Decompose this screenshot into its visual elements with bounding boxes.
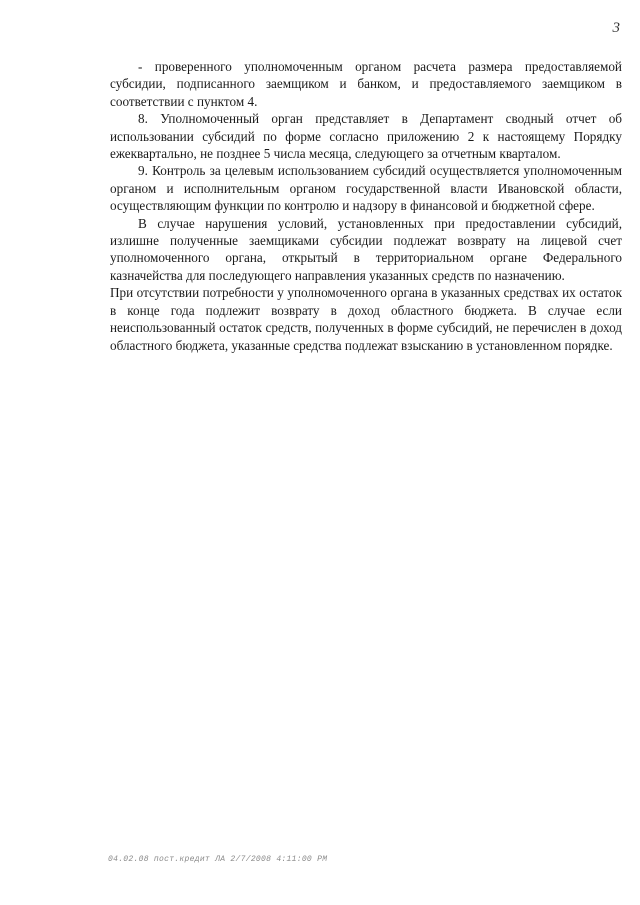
document-body (110, 58, 622, 354)
page-number: 3 (612, 20, 620, 36)
footer-print-stamp: 04.02.08 пост.кредит ЛА 2/7/2008 4:11:00 PM (108, 855, 328, 864)
paragraph-unused-balance: При отсутствии потребности у уполномоченного органа в указанных средствах их остаток в конце года подлежит возврату в доход областного бюджета. В случае если неиспользованный остаток средств, полученных в форме субсидий, не перечислен в доход областного бюджета, указанные средства подлежат взысканию в установленном порядке. (110, 285, 622, 353)
paragraph-item-9-control: 9. Контроль за целевым использованием субсидий осуществляется уполномоченным органом и исполнительным органом государственной власти Ивановской области, осуществляющим функции по контролю и надзору в финансовой и бюджетной сфере. (110, 163, 622, 214)
paragraph-calculation-check: - проверенного уполномоченным органом расчета размера предоставляемой субсидии, подписанного заемщиком и банком, и предоставляемого заемщиком в соответствии с пунктом 4. (110, 59, 622, 109)
paragraph-violation-refund: В случае нарушения условий, установленных при предоставлении субсидий, излишне полученные заемщиками субсидии подлежат возврату на лицевой счет уполномоченного органа, открытый в территориальном органе Федерального казначейства для последующего направления указанных средств по назначению. (110, 215, 622, 283)
paragraph-item-8-report: 8. Уполномоченный орган представляет в Департамент сводный отчет об использовании субсидий по форме согласно приложению 2 к настоящему Порядку ежеквартально, не позднее 5 числа месяца, следующего за отчетным кварталом. (110, 111, 622, 162)
